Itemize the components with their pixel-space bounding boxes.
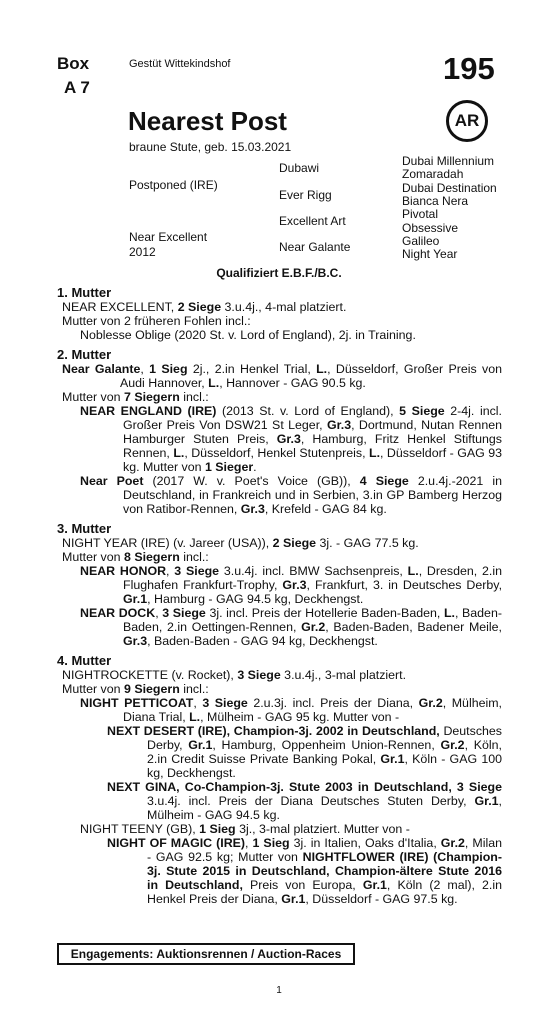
pedigree-sire-dam: Ever Rigg <box>279 188 332 202</box>
pedigree-ggs-8: Night Year <box>402 247 458 261</box>
page-number: 1 <box>276 985 282 996</box>
pedigree-ggs-1: Dubai Millennium <box>402 154 495 168</box>
section-title-3: 3. Mutter <box>57 521 112 536</box>
box-number: A 7 <box>64 78 90 97</box>
qualification: Qualifiziert E.B.F./B.C. <box>216 266 342 280</box>
lot-number: 195 <box>443 51 495 86</box>
ar-badge: AR <box>446 100 488 142</box>
section-title-1: 1. Mutter <box>57 285 112 300</box>
third-dam-line: NIGHT YEAR (IRE) (v. Jareer (USA)), 2 Siege 3j. - GAG 77.5 kg. <box>62 536 419 550</box>
next-gina-entry: NEXT GINA, Co-Champion-3j. Stute 2003 in Deutschland, 3 Siege 3.u.4j. incl. Preis der Diana Deutsches Stuten Derby, Gr.1, Mülheim - GAG 94.5 kg. <box>107 780 502 822</box>
pedigree-dam-sire: Excellent Art <box>279 214 346 228</box>
pedigree-ggs-2: Zomaradah <box>402 167 464 181</box>
pedigree-ggs-5: Pivotal <box>402 207 439 221</box>
catalogue-text <box>57 285 502 906</box>
winners-line: Mutter von 8 Siegern incl.: <box>62 550 209 564</box>
near-england-entry: NEAR ENGLAND (IRE) (2013 St. v. Lord of England), 5 Siege 2-4j. incl. Großer Preis Von DSW21 St Leger, Gr.3, Dortmund, Nutan Rennen Hamburger Stuten Preis, Gr.3, Hamburg, Fritz Henkel Stiftungs Rennen, L., Düsseldorf, Henkel Stutenpreis, L., Düsseldorf - GAG 93 kg. Mutter von 1 Sieger. <box>80 404 502 474</box>
section-title-4: 4. Mutter <box>57 653 112 668</box>
dam-line: NEAR EXCELLENT, 2 Siege 3.u.4j., 4-mal platziert. <box>62 300 347 314</box>
stud-name: Gestüt Wittekindshof <box>129 58 231 70</box>
pedigree-dam-year: 2012 <box>129 245 156 259</box>
near-honor-entry: NEAR HONOR, 3 Siege 3.u.4j. incl. BMW Sachsenpreis, L., Dresden, 2.in Flughafen Frankfurt-Trophy, Gr.3, Frankfurt, 3. in Deutsches Derby, Gr.1, Hamburg - GAG 94.5 kg, Deckhengst. <box>80 564 503 606</box>
night-of-magic-entry: NIGHT OF MAGIC (IRE), 1 Sieg 3j. in Italien, Oaks d'Italia, Gr.2, Milan - GAG 92.5 kg; Mutter von NIGHTFLOWER (IRE) (Champion-3j. Stute 2015 in Deutschland, Champion-ältere Stute 2016 in Deutschland, Preis von Europa, Gr.1, Köln (2 mal), 2.in Henkel Preis der Diana, Gr.1, Düsseldorf - GAG 97.5 kg. <box>107 836 502 906</box>
fourth-dam-line: NIGHTROCKETTE (v. Rocket), 3 Siege 3.u.4j., 3-mal platziert. <box>62 668 407 682</box>
night-petticoat-entry: NIGHT PETTICOAT, 3 Siege 2.u.3j. incl. Preis der Diana, Gr.2, Mülheim, Diana Trial, L., Mülheim - GAG 95 kg. Mutter von - <box>80 696 502 724</box>
section-title-2: 2. Mutter <box>57 347 112 362</box>
pedigree-ggs-4: Bianca Nera <box>402 194 469 208</box>
box-label: Box <box>57 54 90 73</box>
foal-entry: Noblesse Oblige (2020 St. v. Lord of England), 2j. in Training. <box>80 328 416 342</box>
winners-line: Mutter von 7 Siegern incl.: <box>62 390 209 404</box>
dam-foals-line: Mutter von 2 früheren Fohlen incl.: <box>62 314 251 328</box>
pedigree-ggs-3: Dubai Destination <box>402 181 497 195</box>
next-desert-entry: NEXT DESERT (IRE), Champion-3j. 2002 in Deutschland, Deutsches Derby, Gr.1, Hamburg, Oppenheim Union-Rennen, Gr.2, Köln, 2.in Credit Suisse Private Banking Pokal, Gr.1, Köln - GAG 100 kg, Deckhengst. <box>107 724 503 780</box>
horse-description: braune Stute, geb. 15.03.2021 <box>129 140 292 154</box>
pedigree-sire-sire: Dubawi <box>279 161 320 175</box>
pedigree-ggs-6: Obsessive <box>402 221 459 235</box>
near-dock-entry: NEAR DOCK, 3 Siege 3j. incl. Preis der Hotellerie Baden-Baden, L., Baden-Baden, 2.in Oettingen-Rennen, Gr.2, Baden-Baden, Badener Meile, Gr.3, Baden-Baden - GAG 94 kg, Deckhengst. <box>80 606 502 648</box>
second-dam-line: Near Galante, 1 Sieg 2j., 2.in Henkel Trial, L., Düsseldorf, Großer Preis von Audi Hannover, L., Hannover - GAG 90.5 kg. <box>62 362 503 390</box>
pedigree-dam: Near Excellent <box>129 230 208 244</box>
near-poet-entry: Near Poet (2017 W. v. Poet's Voice (GB)), 4 Siege 2.u.4j.-2021 in Deutschland, in Frankreich und in Serbien, 3.in GP Bamberg Herzog von Ratibor-Rennen, Gr.3, Krefeld - GAG 84 kg. <box>80 474 502 516</box>
pedigree-dam-dam: Near Galante <box>279 240 351 254</box>
night-teeny-entry: NIGHT TEENY (GB), 1 Sieg 3j., 3-mal platziert. Mutter von - <box>80 822 410 836</box>
horse-name: Nearest Post <box>128 106 287 136</box>
engagements-box: Engagements: Auktionsrennen / Auction-Races <box>57 943 355 965</box>
pedigree-sire: Postponed (IRE) <box>129 178 218 192</box>
winners-line: Mutter von 9 Siegern incl.: <box>62 682 209 696</box>
pedigree-ggs-7: Galileo <box>402 234 440 248</box>
